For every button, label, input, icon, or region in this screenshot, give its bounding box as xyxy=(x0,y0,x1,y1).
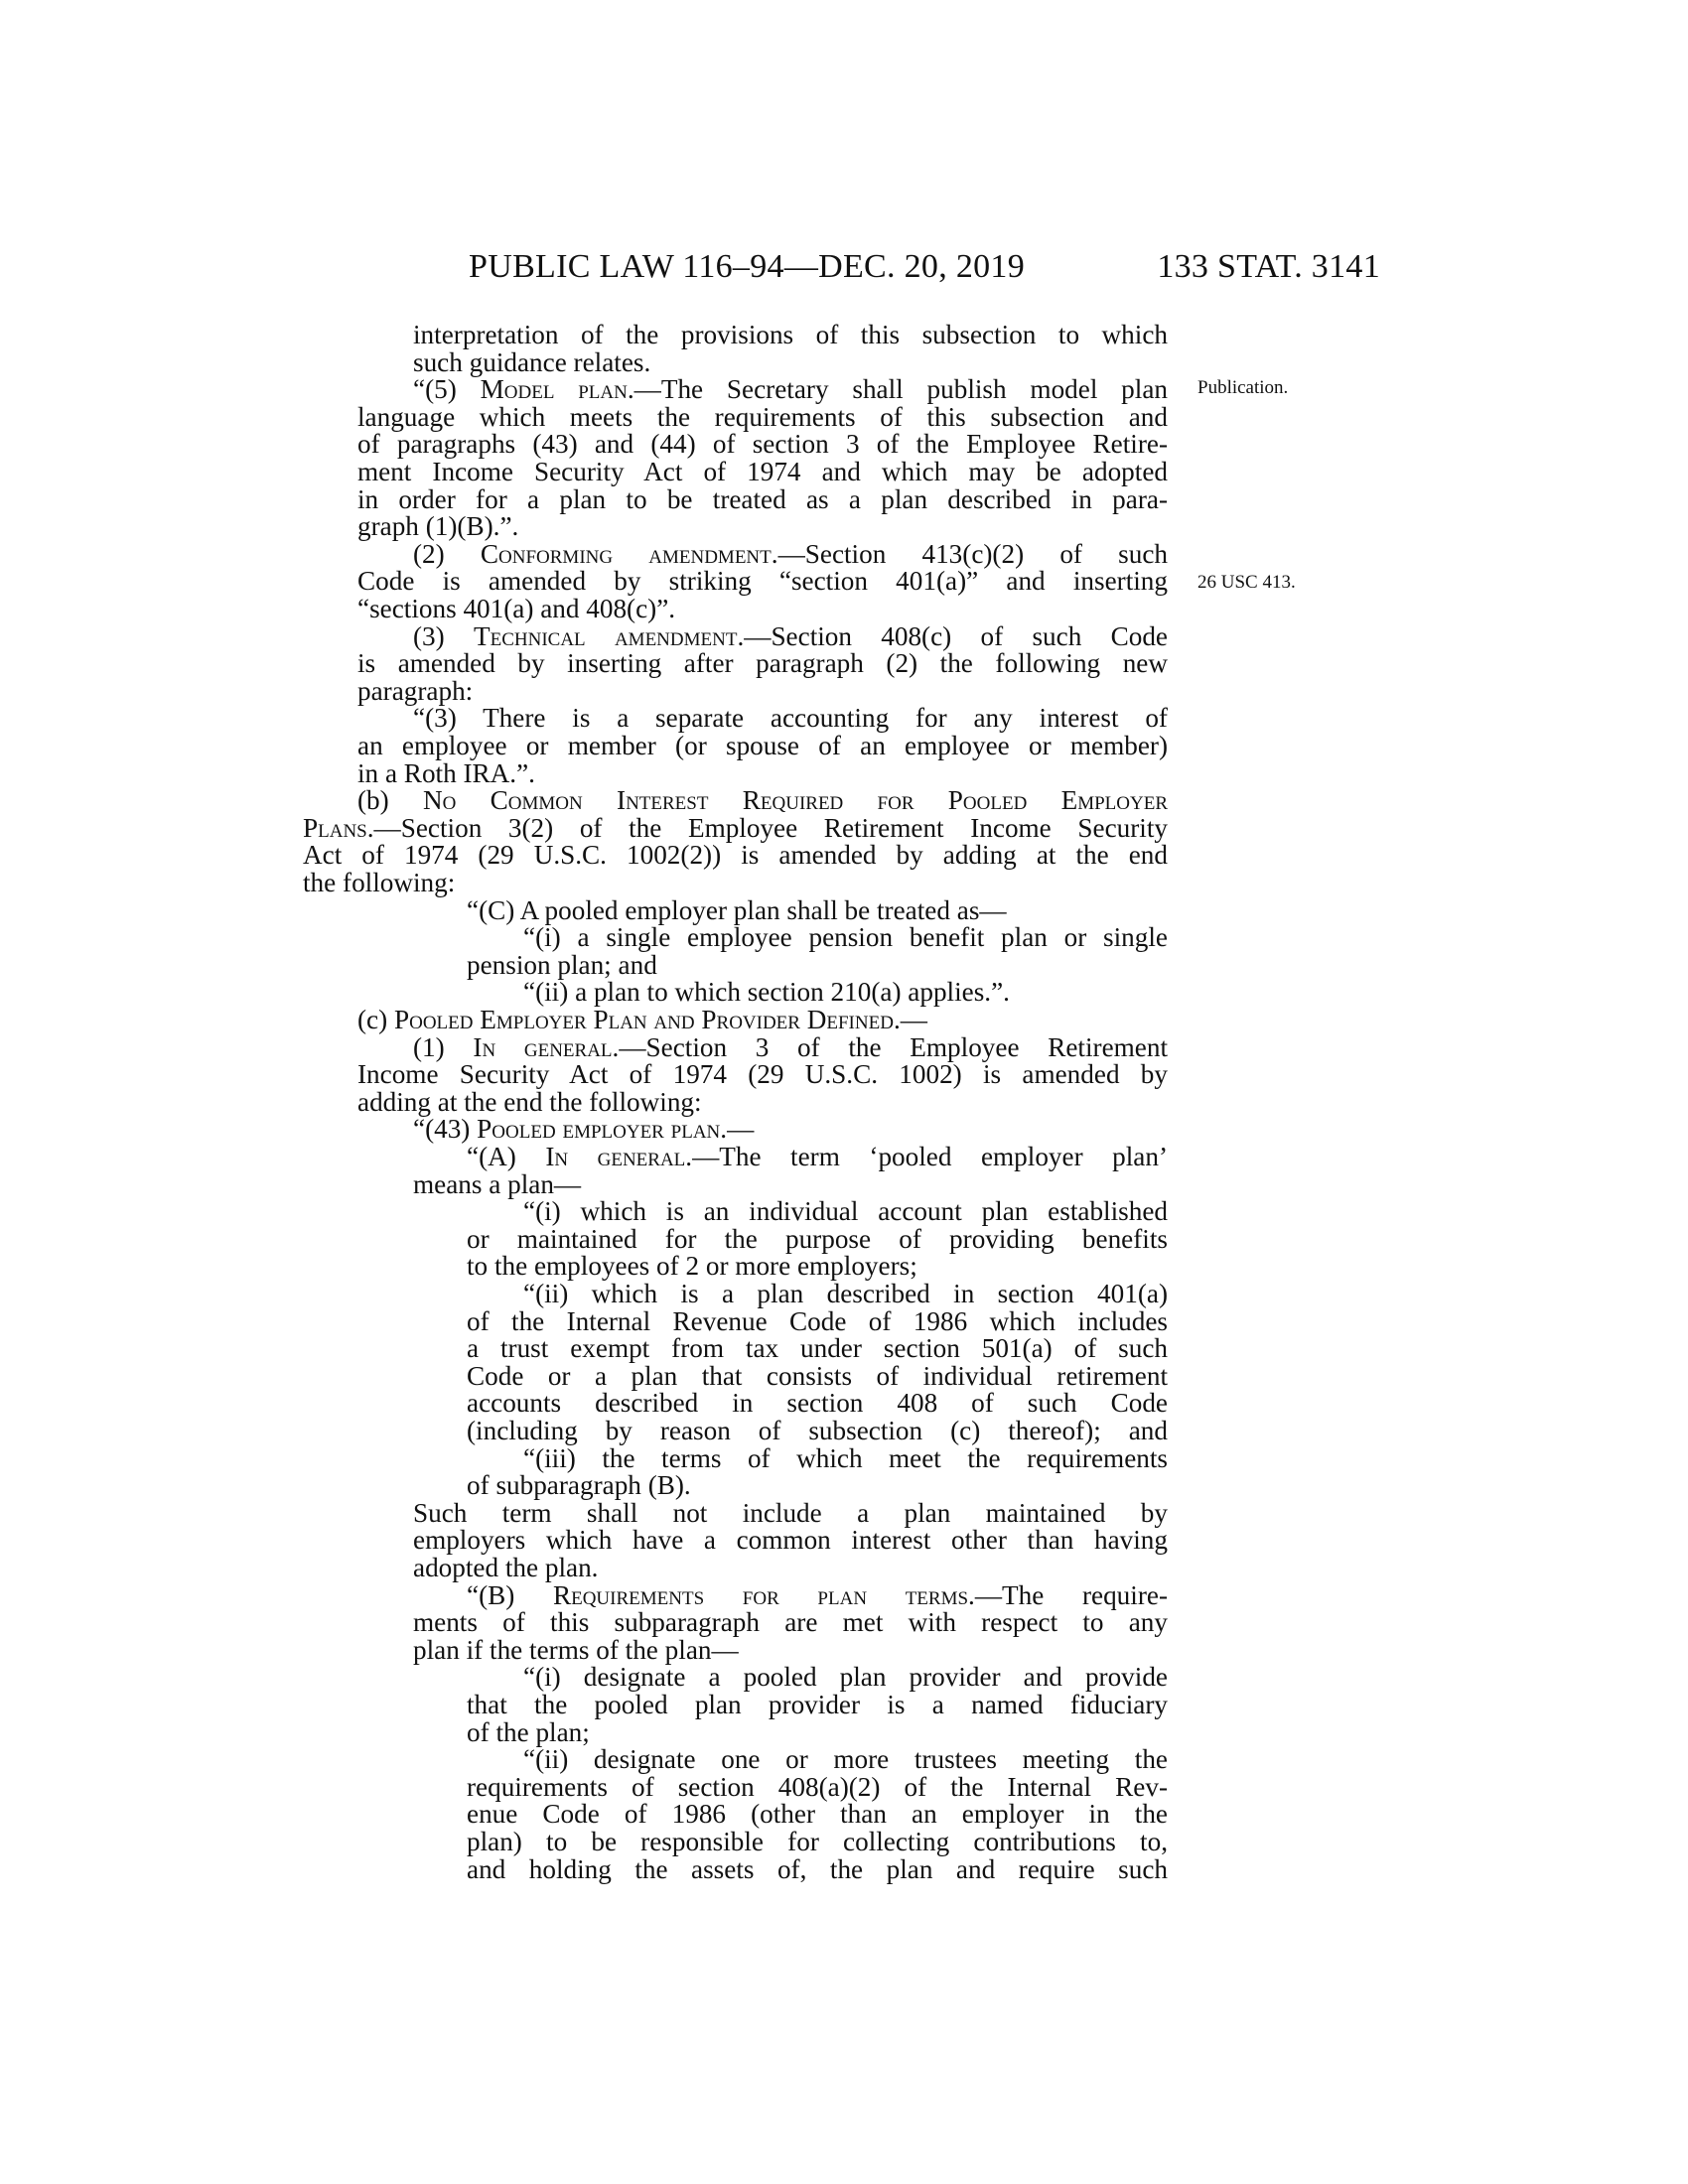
line-text: .— xyxy=(720,1114,755,1145)
line-text: or maintained for the purpose of providing benefits xyxy=(467,1223,1168,1254)
line-text: and holding the assets of, the plan and require such xyxy=(467,1853,1168,1884)
line-text: such guidance relates. xyxy=(413,346,651,377)
line-text: graph (1)(B).”. xyxy=(357,511,519,542)
line-text: a trust exempt from tax under section 501(a) of such xyxy=(467,1333,1168,1364)
line-text: .—Section 3(2) of the Employee Retirement Income Security xyxy=(366,812,1168,843)
line-text: employers which have a common interest other than having xyxy=(413,1525,1168,1556)
text-line xyxy=(413,1526,1168,1554)
text-line xyxy=(523,978,1010,1006)
running-head-title: PUBLIC LAW 116–94—DEC. 20, 2019 xyxy=(469,248,1026,285)
line-text: interpretation of the provisions of this subsection to which xyxy=(413,320,1168,349)
text-line xyxy=(357,1006,927,1033)
small-caps-heading: In general xyxy=(545,1142,686,1171)
line-text: Such term shall not include a plan maintained by xyxy=(413,1497,1168,1528)
text-line xyxy=(303,869,455,896)
line-text: in order for a plan to be treated as a plan described in para- xyxy=(357,483,1168,514)
line-text: .—Section 413(c)(2) of such xyxy=(771,538,1168,569)
line-text: “sections 401(a) and 408(c)”. xyxy=(357,594,676,623)
text-line xyxy=(303,814,1168,842)
line-text: “(ii) which is a plan described in section 401(a) xyxy=(523,1279,1168,1308)
line-text: “(C) A pooled employer plan shall be treated as— xyxy=(467,894,1007,925)
line-text: ments of this subparagraph are met with respect to any xyxy=(413,1607,1168,1638)
line-prefix: (c) xyxy=(357,1005,394,1034)
line-text: to the employees of 2 or more employers; xyxy=(467,1251,917,1282)
line-text: “(iii) the terms of which meet the requirements xyxy=(523,1442,1168,1473)
text-line xyxy=(413,1499,1168,1527)
line-text: is amended by inserting after paragraph (2) the following new xyxy=(357,648,1168,679)
text-line xyxy=(467,896,1007,924)
text-line xyxy=(467,1225,1168,1253)
line-text: pension plan; and xyxy=(467,949,657,980)
small-caps-heading: Conforming amendment xyxy=(480,538,772,569)
line-prefix: “(B) xyxy=(467,1579,553,1610)
text-line xyxy=(357,403,1168,431)
text-line xyxy=(467,1471,691,1499)
text-line xyxy=(357,458,1168,485)
line-prefix: (2) xyxy=(413,538,481,569)
line-text: ment Income Security Act of 1974 and which may be adopted xyxy=(357,457,1168,486)
text-line xyxy=(467,1691,1168,1718)
margin-note-usc: 26 USC 413. xyxy=(1197,572,1296,593)
text-line xyxy=(523,1444,1168,1472)
line-text: “(3) There is a separate accounting for any interest of xyxy=(413,703,1168,734)
line-text: Code or a plan that consists of individual retirement xyxy=(467,1360,1168,1391)
text-line xyxy=(523,1663,1168,1691)
line-text: .—The require- xyxy=(968,1579,1168,1610)
line-text: of the plan; xyxy=(467,1716,590,1747)
line-text: “(i) designate a pooled plan provider and provide xyxy=(523,1662,1168,1693)
text-line xyxy=(523,1197,1168,1225)
text-line xyxy=(523,923,1168,951)
small-caps-heading: In general xyxy=(473,1031,613,1062)
text-line xyxy=(467,1362,1168,1390)
line-text: of the Internal Revenue Code of 1986 which includes xyxy=(467,1305,1168,1336)
text-line xyxy=(467,951,657,979)
line-prefix: “(43) xyxy=(413,1114,478,1145)
line-text: that the pooled plan provider is a named fiduciary xyxy=(467,1690,1168,1719)
small-caps-heading: Technical amendment xyxy=(474,620,738,651)
text-line xyxy=(413,1033,1168,1061)
text-line xyxy=(467,1773,1168,1801)
text-line xyxy=(413,1170,581,1198)
text-line xyxy=(413,1636,739,1664)
text-line xyxy=(413,704,1168,732)
text-line xyxy=(523,1280,1168,1307)
line-text: “(i) which is an individual account plan established xyxy=(523,1196,1168,1227)
line-text: Income Security Act of 1974 (29 U.S.C. 1002) is amended by xyxy=(357,1059,1168,1090)
line-text: plan) to be responsible for collecting contributions to, xyxy=(467,1827,1168,1856)
line-text: adopted the plan. xyxy=(413,1553,599,1582)
text-line xyxy=(467,1334,1168,1362)
text-line xyxy=(357,485,1168,513)
small-caps-heading: No Common Interest Required for Pooled Employer xyxy=(423,785,1168,816)
text-line xyxy=(413,1608,1168,1636)
text-line xyxy=(303,841,1168,869)
text-line xyxy=(357,1088,702,1116)
text-line xyxy=(467,1800,1168,1828)
line-prefix: “(A) xyxy=(467,1142,546,1171)
line-text: plan if the terms of the plan— xyxy=(413,1634,739,1665)
line-text: .—Section 408(c) of such Code xyxy=(737,620,1168,651)
line-prefix: (3) xyxy=(413,620,474,651)
line-text: an employee or member (or spouse of an employee or member) xyxy=(357,731,1168,760)
line-text: Code is amended by striking “section 401(a)” and inserting xyxy=(357,566,1168,597)
text-line xyxy=(413,622,1168,650)
line-text: paragraph: xyxy=(357,675,474,706)
text-line xyxy=(357,595,675,622)
text-line xyxy=(357,759,535,787)
text-line xyxy=(467,1389,1168,1417)
line-text: Act of 1974 (29 U.S.C. 1002(2)) is amended by adding at the end xyxy=(303,840,1168,871)
line-text: .— xyxy=(893,1005,927,1034)
text-line xyxy=(523,1745,1168,1773)
line-text: “(i) a single employee pension benefit plan or single xyxy=(523,922,1168,953)
line-text: enue Code of 1986 (other than an employer in the xyxy=(467,1799,1168,1830)
text-line xyxy=(413,321,1168,348)
line-text: “(ii) designate one or more trustees meeting the xyxy=(523,1744,1168,1775)
text-line xyxy=(413,375,1168,403)
statute-page-number: 133 STAT. 3141 xyxy=(1157,248,1380,285)
page-header xyxy=(298,248,1380,298)
text-line xyxy=(413,1115,754,1143)
margin-note-publication: Publication. xyxy=(1197,377,1289,398)
line-text: the following: xyxy=(303,868,456,897)
text-line xyxy=(467,1417,1168,1444)
text-line xyxy=(467,1581,1168,1609)
small-caps-heading: Pooled employer plan xyxy=(477,1114,721,1145)
line-text: (including by reason of subsection (c) thereof); and xyxy=(467,1416,1168,1445)
line-text: of subparagraph (B). xyxy=(467,1470,691,1501)
text-line xyxy=(467,1252,917,1280)
small-caps-heading: Model plan xyxy=(480,374,628,405)
text-line xyxy=(357,649,1168,677)
line-text: adding at the end the following: xyxy=(357,1086,702,1117)
text-line xyxy=(467,1143,1168,1170)
text-line xyxy=(467,1307,1168,1335)
text-line xyxy=(357,430,1168,458)
text-line xyxy=(357,1060,1168,1088)
text-line xyxy=(357,786,1168,814)
line-text: .—The Secretary shall publish model plan xyxy=(627,374,1168,405)
text-line xyxy=(413,1554,598,1581)
text-line xyxy=(357,732,1168,759)
text-line xyxy=(357,512,518,540)
line-text: of paragraphs (43) and (44) of section 3 of the Employee Retire- xyxy=(357,429,1168,460)
line-prefix: (b) xyxy=(357,785,423,816)
line-text: requirements of section 408(a)(2) of the Internal Rev- xyxy=(467,1771,1168,1802)
text-line xyxy=(467,1855,1168,1883)
line-prefix: “(5) xyxy=(413,374,481,405)
line-prefix: (1) xyxy=(413,1031,474,1062)
text-line xyxy=(413,348,650,376)
line-text: “(ii) a plan to which section 210(a) applies.”. xyxy=(523,977,1010,1008)
small-caps-heading: Pooled Employer Plan and Provider Defined xyxy=(393,1005,894,1034)
text-line xyxy=(467,1718,590,1746)
line-text: means a plan— xyxy=(413,1168,582,1199)
line-text: accounts described in section 408 of such Code xyxy=(467,1388,1168,1419)
text-line xyxy=(467,1828,1168,1855)
small-caps-heading: Requirements for plan terms xyxy=(552,1579,969,1610)
line-text: language which meets the requirements of this subsection and xyxy=(357,401,1168,432)
line-text: .—Section 3 of the Employee Retirement xyxy=(612,1031,1168,1062)
text-line xyxy=(357,567,1168,595)
line-text: in a Roth IRA.”. xyxy=(357,757,535,788)
small-caps-heading: Plans xyxy=(303,812,367,843)
line-text: .—The term ‘pooled employer plan’ xyxy=(685,1142,1168,1171)
text-line xyxy=(413,540,1168,568)
text-line xyxy=(357,677,473,705)
